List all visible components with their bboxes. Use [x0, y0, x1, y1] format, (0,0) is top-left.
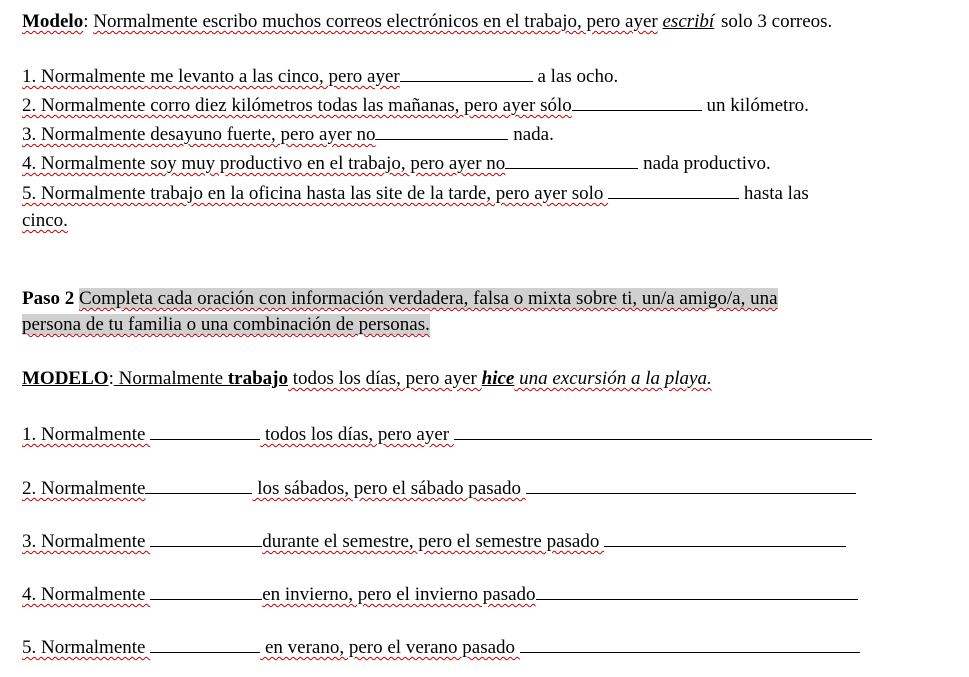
paso2-line2: persona de tu familia o una combinación de personas. — [22, 314, 430, 335]
answer-blank[interactable] — [400, 63, 533, 82]
modelo2-colon: : — [108, 368, 114, 389]
modelo2-text: todos los días, pero ayer — [287, 368, 482, 389]
paso2-item-3 — [22, 528, 846, 554]
item-text: 1. Normalmente — [22, 424, 151, 445]
answer-blank[interactable] — [536, 581, 858, 600]
answer-blank[interactable] — [145, 475, 252, 494]
item-text: 2. Normalmente corro diez kilómetros todas las mañanas, pero ayer sólo — [22, 95, 572, 116]
answer-blank[interactable] — [520, 634, 860, 653]
item-text: durante el semestre, pero el semestre pasado — [262, 531, 605, 552]
answer-blank[interactable] — [608, 180, 739, 199]
paso1-item-2 — [22, 92, 809, 118]
item-text: 5. Normalmente trabajo en la oficina hasta las site de la tarde, pero ayer solo — [22, 183, 609, 204]
item-text: un kilómetro. — [701, 95, 809, 116]
paso1-item-5 — [22, 180, 809, 206]
answer-blank[interactable] — [150, 528, 262, 547]
modelo-colon: : — [83, 11, 89, 32]
answer-blank[interactable] — [526, 475, 856, 494]
item-text: en invierno, pero el invierno pasado — [262, 584, 536, 605]
item-text: en verano, pero el verano pasado — [260, 637, 520, 658]
answer-blank[interactable] — [505, 150, 638, 169]
modelo2-text: Normalmente — [113, 368, 228, 389]
item-text: a las ocho. — [532, 66, 619, 87]
modelo-text-b: solo 3 correos. — [720, 11, 833, 32]
paso2-line1: Completa cada oración con información verdadera, falsa o mixta sobre ti, un/a amigo/a, una — [79, 288, 778, 309]
modelo2-verb: trabajo — [227, 368, 288, 389]
modelo2-answer-rest: una excursión a la playa. — [514, 368, 712, 389]
modelo-answer: escribí — [662, 11, 715, 32]
modelo-label: Modelo — [22, 11, 84, 32]
answer-blank[interactable] — [454, 421, 872, 440]
answer-blank[interactable] — [375, 121, 508, 140]
paso2-item-4 — [22, 581, 858, 607]
item-text: 2. Normalmente — [22, 478, 146, 499]
item-text: cinco. — [22, 210, 68, 231]
item-text: 1. Normalmente me levanto a las cinco, pero ayer — [22, 66, 400, 87]
paso2-item-2 — [22, 475, 856, 501]
modelo2-label: MODELO — [22, 368, 109, 389]
paso2-instructions-line2 — [22, 313, 430, 337]
paso1-item-1 — [22, 63, 618, 89]
modelo2-line — [22, 367, 712, 391]
modelo2-answer-verb: hice — [481, 368, 515, 389]
answer-blank[interactable] — [150, 634, 260, 653]
item-text: hasta las — [739, 183, 809, 204]
answer-blank[interactable] — [150, 421, 260, 440]
item-text: 4. Normalmente — [22, 584, 151, 605]
item-text: 3. Normalmente desayuno fuerte, pero ayer no — [22, 124, 376, 145]
item-text: todos los días, pero ayer — [260, 424, 454, 445]
paso1-item-3 — [22, 121, 554, 147]
item-text: nada. — [508, 124, 554, 145]
answer-blank[interactable] — [604, 528, 846, 547]
modelo-line — [22, 10, 832, 34]
paso2-label: Paso 2 — [22, 288, 75, 309]
paso2-item-1 — [22, 421, 872, 447]
answer-blank[interactable] — [572, 92, 702, 111]
paso1-item-4 — [22, 150, 771, 176]
paso2-item-5 — [22, 634, 860, 660]
answer-blank[interactable] — [150, 581, 262, 600]
item-text: 4. Normalmente soy muy productivo en el trabajo, pero ayer no — [22, 153, 506, 174]
paso1-item-5-cont — [22, 209, 68, 233]
item-text: nada productivo. — [638, 153, 771, 174]
item-text: los sábados, pero el sábado pasado — [252, 478, 526, 499]
modelo-text-a: Normalmente escribo muchos correos electrónicos en el trabajo, pero ayer — [93, 11, 658, 32]
item-text: 5. Normalmente — [22, 637, 151, 658]
item-text: 3. Normalmente — [22, 531, 151, 552]
paso2-instructions — [22, 287, 778, 311]
